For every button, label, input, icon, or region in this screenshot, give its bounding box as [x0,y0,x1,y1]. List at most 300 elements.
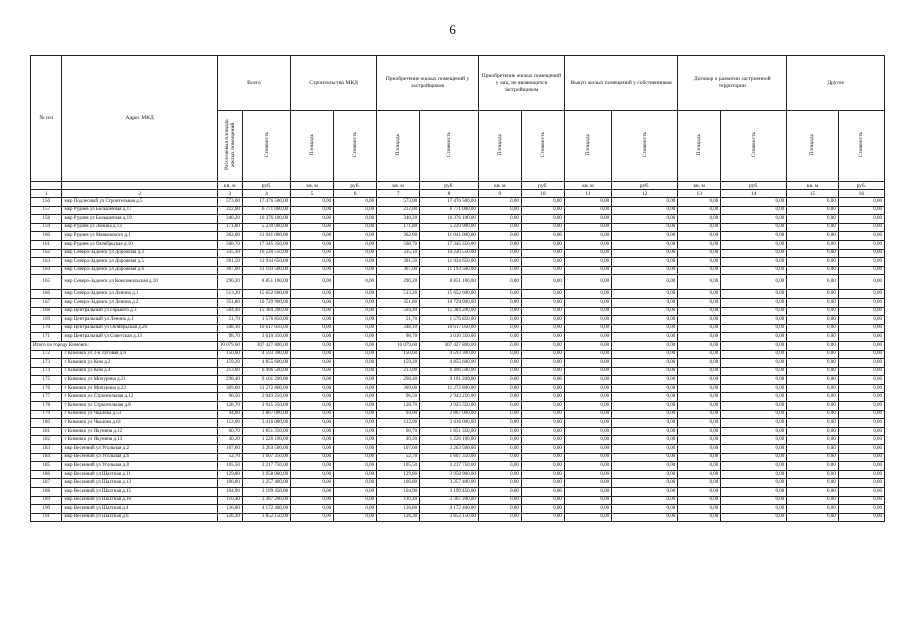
contract-area-cell: 0,00 [678,410,721,419]
row-number-cell: 160 [31,232,62,241]
other-area-cell: 0,00 [787,324,838,333]
purchase-area-cell: 222,00 [377,206,420,215]
purchase-cost-cell: 3 925 350,00 [420,402,479,411]
buyout-area-cell: 0,00 [564,232,611,241]
others-cost-cell: 0,00 [521,240,564,249]
purchase-cost-cell: 3 416 000,00 [420,419,479,428]
purchase-cost-cell: 6 771 000,00 [420,206,479,215]
purchase-cost-cell: 4 172 400,00 [420,505,479,514]
address-cell: мкр Руднев ул Маяковского д.1 [62,232,217,241]
header-num: № п/п [31,56,62,182]
construction-area-cell: 0,00 [291,350,334,359]
construction-cost-cell: 0,00 [334,350,377,359]
other-area-cell: 0,00 [787,470,838,479]
buyout-area-cell: 0,00 [564,341,611,350]
other-area-cell: 0,00 [787,249,838,258]
others-cost-cell: 0,00 [521,410,564,419]
header-sub-cost: Стоимость [521,111,564,182]
construction-cost-cell: 0,00 [334,307,377,316]
purchase-area-cell: 126,30 [377,513,420,522]
others-area-cell: 0,00 [478,333,521,342]
buyout-cost-cell: 0,00 [612,479,678,488]
header-group-other: Другое [787,56,885,111]
other-cost-cell: 0,00 [838,513,884,522]
table-row [31,479,885,488]
purchase-area-cell: 369,60 [377,384,420,393]
buyout-area-cell: 0,00 [564,324,611,333]
address-cell: мкр Центральный ул Советская д.13 [62,333,217,342]
construction-cost-cell: 0,00 [334,393,377,402]
others-area-cell: 0,00 [478,488,521,497]
construction-area-cell: 0,00 [291,479,334,488]
total-cost-cell: 6 496 500,00 [242,367,290,376]
construction-area-cell: 0,00 [291,505,334,514]
total-cost-cell: 4 172 400,00 [242,505,290,514]
construction-cost-cell: 0,00 [334,298,377,307]
total-cost-cell: 3 199 450,00 [242,488,290,497]
others-area-cell: 0,00 [478,324,521,333]
other-cost-cell: 0,00 [838,384,884,393]
buyout-area-cell: 0,00 [564,223,611,232]
table-row [31,462,885,471]
construction-area-cell: 0,00 [291,436,334,445]
purchase-area-cell: 150,60 [377,350,420,359]
address-cell: мкр Весенний ул Шахтная д.15 [62,488,217,497]
construction-area-cell: 0,00 [291,445,334,454]
other-area-cell: 0,00 [787,341,838,350]
contract-area-cell: 0,00 [678,402,721,411]
purchase-cost-cell: 1 607 350,00 [420,453,479,462]
others-area-cell: 0,00 [478,298,521,307]
total-area-cell: 52,70 [217,453,242,462]
address-cell: мкр Центральный ул Ленина д.1 [62,316,217,325]
unit-cell: кв. м [678,182,721,190]
others-area-cell: 0,00 [478,215,521,224]
purchase-area-cell: 106,80 [377,479,420,488]
purchase-cost-cell: 11 193 500,00 [420,266,479,275]
column-index-cell: 10 [521,190,564,198]
header-sub-area: Площадь [564,111,611,182]
total-cost-cell: 3 925 350,00 [242,402,290,411]
construction-area-cell: 0,00 [291,290,334,299]
contract-cost-cell: 0,00 [721,290,787,299]
others-cost-cell: 0,00 [521,513,564,522]
total-cost-cell: 3 852 150,00 [242,513,290,522]
other-area-cell: 0,00 [787,410,838,419]
purchase-area-cell: 159,20 [377,359,420,368]
contract-cost-cell: 0,00 [721,419,787,428]
construction-cost-cell: 0,00 [334,384,377,393]
address-cell: мкр Весенний ул Шахтная д.4 [62,505,217,514]
others-area-cell: 0,00 [478,258,521,267]
header-sub-cost: Стоимость [721,111,787,182]
purchase-area-cell: 112,00 [377,419,420,428]
buyout-cost-cell: 0,00 [612,488,678,497]
contract-area-cell: 0,00 [678,198,721,207]
purchase-area-cell: 513,20 [377,290,420,299]
address-cell: мкр Северо-Задонск ул Комсомольская д.10 [62,275,217,290]
row-number-cell: 164 [31,266,62,275]
purchase-cost-cell: 1 851 350,00 [420,427,479,436]
total-area-cell: 391,50 [217,258,242,267]
buyout-cost-cell: 0,00 [612,258,678,267]
purchase-area-cell: 391,50 [377,258,420,267]
other-area-cell: 0,00 [787,462,838,471]
row-number-cell: 167 [31,298,62,307]
resettlement-table-sheet [30,55,885,522]
other-cost-cell: 0,00 [838,462,884,471]
address-cell: г Кимовск ул Ким д.4 [62,367,217,376]
others-cost-cell: 0,00 [521,232,564,241]
others-area-cell: 0,00 [478,402,521,411]
header-group-total: Всего [217,56,290,111]
total-area-cell: 222,00 [217,206,242,215]
table-row [31,445,885,454]
contract-area-cell: 0,00 [678,376,721,385]
buyout-area-cell: 0,00 [564,470,611,479]
others-area-cell: 0,00 [478,445,521,454]
construction-area-cell: 0,00 [291,324,334,333]
construction-area-cell: 0,00 [291,462,334,471]
row-number-cell: 158 [31,215,62,224]
others-cost-cell: 0,00 [521,223,564,232]
buyout-area-cell: 0,00 [564,307,611,316]
total-area-cell: 159,20 [217,359,242,368]
contract-cost-cell: 0,00 [721,350,787,359]
table-row [31,324,885,333]
purchase-cost-cell: 6 496 500,00 [420,367,479,376]
buyout-area-cell: 0,00 [564,462,611,471]
address-cell: мкр Весенний ул Шахтная д.13 [62,479,217,488]
buyout-cost-cell: 0,00 [612,333,678,342]
contract-area-cell: 0,00 [678,479,721,488]
total-cost-cell: 11 272 800,00 [242,384,290,393]
buyout-cost-cell: 0,00 [612,462,678,471]
construction-cost-cell: 0,00 [334,258,377,267]
contract-cost-cell: 0,00 [721,223,787,232]
unit-cell: руб. [612,182,678,190]
contract-cost-cell: 0,00 [721,275,787,290]
buyout-cost-cell: 0,00 [612,307,678,316]
purchase-area-cell: 298,40 [377,376,420,385]
buyout-cost-cell: 0,00 [612,402,678,411]
others-area-cell: 0,00 [478,436,521,445]
total-cost-cell: 307 427 800,00 [242,341,290,350]
other-cost-cell: 0,00 [838,258,884,267]
address-cell: г Кимовск ул Якунина д.13 [62,436,217,445]
others-area-cell: 0,00 [478,206,521,215]
buyout-area-cell: 0,00 [564,258,611,267]
others-area-cell: 0,00 [478,427,521,436]
other-area-cell: 0,00 [787,215,838,224]
buyout-cost-cell: 0,00 [612,359,678,368]
construction-area-cell: 0,00 [291,419,334,428]
address-cell: мкр Весенний ул Шахтная д.6 [62,513,217,522]
buyout-area-cell: 0,00 [564,436,611,445]
total-cost-cell: 1 607 350,00 [242,453,290,462]
units-blank [31,182,62,190]
address-cell: г Кимовск ул 2-я Луговая д.6 [62,350,217,359]
unit-cell: кв. м [787,182,838,190]
table-row [31,393,885,402]
construction-area-cell: 0,00 [291,198,334,207]
construction-area-cell: 0,00 [291,453,334,462]
buyout-cost-cell: 0,00 [612,223,678,232]
contract-cost-cell: 0,00 [721,240,787,249]
column-index-cell: 4 [242,190,290,198]
construction-area-cell: 0,00 [291,496,334,505]
table-row [31,249,885,258]
address-cell: мкр Весенний ул Угольная д.2 [62,445,217,454]
others-area-cell: 0,00 [478,410,521,419]
purchase-area-cell: 40,20 [377,436,420,445]
table-row [31,488,885,497]
row-number-cell: 175 [31,376,62,385]
buyout-cost-cell: 0,00 [612,232,678,241]
total-cost-cell: 1 576 850,00 [242,316,290,325]
total-cost-cell: 3 010 350,00 [242,333,290,342]
construction-cost-cell: 0,00 [334,223,377,232]
row-number-cell: 163 [31,258,62,267]
purchase-area-cell: 367,00 [377,266,420,275]
construction-cost-cell: 0,00 [334,232,377,241]
construction-area-cell: 0,00 [291,223,334,232]
address-cell: г Кимовск ул Мичурина д.21 [62,376,217,385]
header-sub-area: Площадь [377,111,420,182]
total-area-cell: 129,80 [217,470,242,479]
contract-cost-cell: 0,00 [721,298,787,307]
address-cell: г Кимовск ул Строительная д.8 [62,402,217,411]
column-index-cell: 8 [420,190,479,198]
buyout-area-cell: 0,00 [564,249,611,258]
construction-area-cell: 0,00 [291,249,334,258]
total-area-cell: 348,10 [217,324,242,333]
total-cost-cell: 3 416 000,00 [242,419,290,428]
purchase-cost-cell: 3 958 900,00 [420,470,479,479]
purchase-cost-cell: 4 855 600,00 [420,359,479,368]
construction-cost-cell: 0,00 [334,215,377,224]
buyout-area-cell: 0,00 [564,376,611,385]
other-cost-cell: 0,00 [838,359,884,368]
table-row [31,505,885,514]
buyout-cost-cell: 0,00 [612,341,678,350]
buyout-area-cell: 0,00 [564,198,611,207]
contract-area-cell: 0,00 [678,350,721,359]
contract-cost-cell: 0,00 [721,206,787,215]
header-sub-cost: Стоимость [420,111,479,182]
construction-area-cell: 0,00 [291,258,334,267]
construction-cost-cell: 0,00 [334,359,377,368]
other-cost-cell: 0,00 [838,453,884,462]
total-area-cell: 362,00 [217,232,242,241]
row-number-cell: 184 [31,453,62,462]
address-cell: мкр Подлесный ул Строительная д.5 [62,198,217,207]
table-row [31,316,885,325]
purchase-area-cell: 98,70 [377,333,420,342]
buyout-cost-cell: 0,00 [612,298,678,307]
purchase-cost-cell: 3 010 350,00 [420,333,479,342]
address-cell: г Кимовск ул Строительная д.12 [62,393,217,402]
address-cell: мкр Северо-Задонск ул Дорожная д.3 [62,249,217,258]
contract-cost-cell: 0,00 [721,215,787,224]
total-cost-cell: 11 193 500,00 [242,266,290,275]
others-area-cell: 0,00 [478,470,521,479]
column-index-cell: 7 [377,190,420,198]
contract-cost-cell: 0,00 [721,479,787,488]
others-area-cell: 0,00 [478,341,521,350]
row-number-cell: 170 [31,324,62,333]
purchase-area-cell: 60,70 [377,427,420,436]
purchase-cost-cell: 2 943 250,00 [420,393,479,402]
construction-area-cell: 0,00 [291,341,334,350]
buyout-area-cell: 0,00 [564,479,611,488]
purchase-cost-cell: 3 852 150,00 [420,513,479,522]
purchase-area-cell: 362,00 [377,232,420,241]
total-area-cell: 96,50 [217,393,242,402]
other-cost-cell: 0,00 [838,223,884,232]
other-area-cell: 0,00 [787,496,838,505]
contract-area-cell: 0,00 [678,215,721,224]
header-sub-cost: Стоимость [612,111,678,182]
total-cost-cell: 17 345 350,00 [242,240,290,249]
construction-cost-cell: 0,00 [334,462,377,471]
contract-area-cell: 0,00 [678,258,721,267]
other-cost-cell: 0,00 [838,367,884,376]
row-number-cell: 166 [31,290,62,299]
purchase-cost-cell: 10 617 050,00 [420,324,479,333]
other-cost-cell: 0,00 [838,402,884,411]
other-cost-cell: 0,00 [838,232,884,241]
total-area-cell: 335,10 [217,249,242,258]
other-area-cell: 0,00 [787,427,838,436]
buyout-area-cell: 0,00 [564,496,611,505]
other-area-cell: 0,00 [787,258,838,267]
address-cell: мкр Северо-Задонск ул Ленина д.1 [62,290,217,299]
total-area-cell: 128,70 [217,402,242,411]
other-cost-cell: 0,00 [838,275,884,290]
other-cost-cell: 0,00 [838,215,884,224]
contract-area-cell: 0,00 [678,384,721,393]
other-area-cell: 0,00 [787,275,838,290]
total-cost-cell: 3 257 400,00 [242,479,290,488]
total-cost-cell: 1 226 100,00 [242,436,290,445]
row-number-cell: 190 [31,505,62,514]
total-area-cell: 369,60 [217,384,242,393]
purchase-area-cell: 10 079,60 [377,341,420,350]
row-number-cell: 162 [31,249,62,258]
purchase-cost-cell: 11 272 800,00 [420,384,479,393]
other-cost-cell: 0,00 [838,240,884,249]
construction-area-cell: 0,00 [291,316,334,325]
buyout-area-cell: 0,00 [564,298,611,307]
purchase-area-cell: 105,50 [377,462,420,471]
contract-cost-cell: 0,00 [721,393,787,402]
construction-area-cell: 0,00 [291,275,334,290]
contract-area-cell: 0,00 [678,462,721,471]
construction-cost-cell: 0,00 [334,410,377,419]
table-row [31,427,885,436]
table-row [31,410,885,419]
total-area-cell: 150,60 [217,350,242,359]
construction-cost-cell: 0,00 [334,436,377,445]
table-row [31,275,885,290]
other-area-cell: 0,00 [787,266,838,275]
unit-cell: кв. м [217,182,242,190]
row-number-cell: 188 [31,488,62,497]
unit-cell: руб. [721,182,787,190]
other-cost-cell: 0,00 [838,436,884,445]
buyout-cost-cell: 0,00 [612,496,678,505]
total-area-cell: 60,70 [217,427,242,436]
others-area-cell: 0,00 [478,419,521,428]
construction-cost-cell: 0,00 [334,445,377,454]
other-area-cell: 0,00 [787,384,838,393]
column-index-cell: 13 [678,190,721,198]
address-cell: мкр Руднев ул Большечная д.19 [62,215,217,224]
column-index-cell: 1 [31,190,62,198]
others-area-cell: 0,00 [478,496,521,505]
total-area-cell: 51,70 [217,316,242,325]
others-cost-cell: 0,00 [521,496,564,505]
other-area-cell: 0,00 [787,359,838,368]
purchase-area-cell: 213,00 [377,367,420,376]
others-cost-cell: 0,00 [521,307,564,316]
construction-cost-cell: 0,00 [334,488,377,497]
purchase-area-cell: 110,40 [377,496,420,505]
total-cost-cell: 3 367 200,00 [242,496,290,505]
address-cell: мкр Центральный ул Горького д.3 [62,307,217,316]
others-area-cell: 0,00 [478,350,521,359]
buyout-cost-cell: 0,00 [612,393,678,402]
column-index-cell: 3 [217,190,242,198]
buyout-area-cell: 0,00 [564,333,611,342]
construction-cost-cell: 0,00 [334,275,377,290]
others-area-cell: 0,00 [478,240,521,249]
other-cost-cell: 0,00 [838,307,884,316]
other-area-cell: 0,00 [787,198,838,207]
construction-cost-cell: 0,00 [334,513,377,522]
purchase-area-cell: 335,10 [377,249,420,258]
contract-cost-cell: 0,00 [721,427,787,436]
buyout-cost-cell: 0,00 [612,275,678,290]
other-cost-cell: 0,00 [838,488,884,497]
address-cell: мкр Весенний ул Угольная д.6 [62,453,217,462]
table-row [31,470,885,479]
buyout-cost-cell: 0,00 [612,316,678,325]
total-cost-cell: 6 771 000,00 [242,206,290,215]
others-area-cell: 0,00 [478,307,521,316]
contract-cost-cell: 0,00 [721,445,787,454]
buyout-cost-cell: 0,00 [612,240,678,249]
others-area-cell: 0,00 [478,453,521,462]
contract-cost-cell: 0,00 [721,505,787,514]
contract-area-cell: 0,00 [678,470,721,479]
table-row [31,513,885,522]
column-index-cell: 11 [564,190,611,198]
others-area-cell: 0,00 [478,249,521,258]
other-cost-cell: 0,00 [838,427,884,436]
other-area-cell: 0,00 [787,513,838,522]
construction-area-cell: 0,00 [291,359,334,368]
table-row [31,198,885,207]
others-cost-cell: 0,00 [521,427,564,436]
total-label-cell: Итого по городу Кимовск: [31,341,218,350]
contract-area-cell: 0,00 [678,393,721,402]
contract-cost-cell: 0,00 [721,367,787,376]
purchase-area-cell: 128,70 [377,402,420,411]
other-cost-cell: 0,00 [838,479,884,488]
contract-area-cell: 0,00 [678,427,721,436]
